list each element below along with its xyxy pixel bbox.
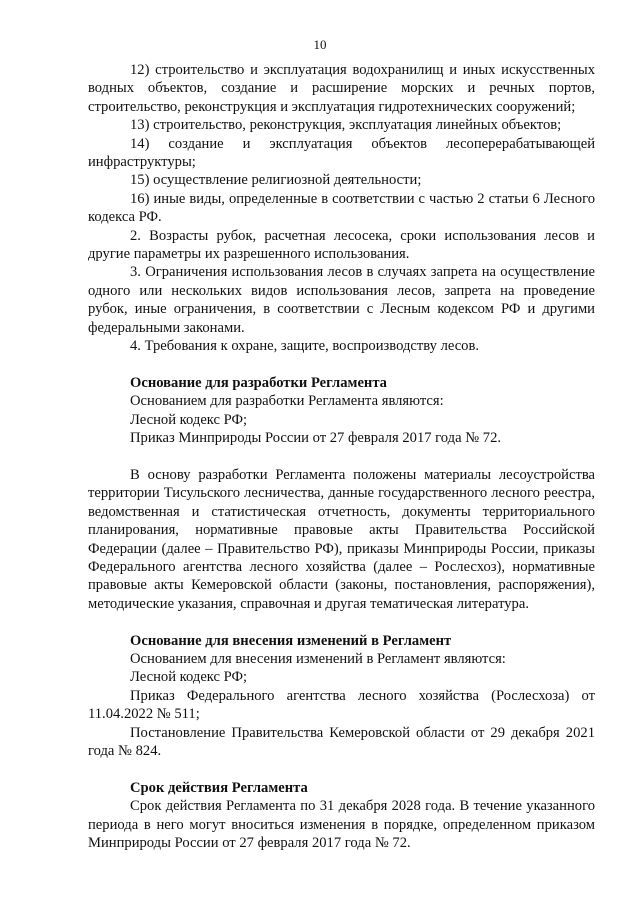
paragraph: Лесной кодекс РФ; [130, 411, 248, 428]
paragraph: 15) осуществление религиозной деятельности; [130, 172, 422, 189]
paragraph: Основанием для внесения изменений в Регламент являются: [130, 650, 506, 667]
paragraph: Лесной кодекс РФ; [130, 669, 248, 686]
paragraph: Срок действия Регламента по 31 декабря 2028 года. В течение указанного периода в него могут вноситься изменения в порядке, определенном приказом Минприроды России от 27 февраля 2017 года № 72. [88, 798, 595, 851]
section-heading: Основание для разработки Регламента [130, 374, 387, 391]
section-heading: Срок действия Регламента [130, 779, 308, 796]
paragraph: 16) иные виды, определенные в соответствии с частью 2 статьи 6 Лесного кодекса РФ. [88, 190, 595, 226]
paragraph: Основанием для разработки Регламента являются: [130, 393, 444, 410]
paragraph: 3. Ограничения использования лесов в случаях запрета на осуществление одного или нескольких видов использования лесов, запрета на проведение рубок, иные ограничения, в соответствии с Лесным кодексом РФ и другими федеральными законами. [88, 264, 595, 336]
section-gap [88, 613, 595, 631]
page-number: 10 [313, 37, 327, 52]
paragraph: Приказ Минприроды России от 27 февраля 2017 года № 72. [130, 430, 502, 447]
document-body [88, 61, 595, 852]
paragraph: Постановление Правительства Кемеровской области от 29 декабря 2021 года № 824. [88, 724, 595, 759]
section-gap [88, 356, 595, 374]
paragraph: 12) строительство и эксплуатация водохранилищ и иных искусственных водных объектов, создание и расширение морских и речных портов, строительство, реконструкция и эксплуатация гидротехнических сооружений; [88, 62, 595, 115]
section-gap [88, 760, 595, 778]
paragraph: 2. Возрасты рубок, расчетная лесосека, сроки использования лесов и другие параметры их разрешенного использования. [88, 227, 595, 263]
paragraph: Приказ Федерального агентства лесного хозяйства (Рослесхоза) от 11.04.2022 № 511; [88, 687, 595, 723]
paragraph: 4. Требования к охране, защите, воспроизводству лесов. [130, 338, 480, 355]
section-gap [88, 448, 595, 466]
paragraph: В основу разработки Регламента положены материалы лесоустройства территории Тисульского лесничества, данные государственного лесного реестра, ведомственная и статистическая отчетность, документы территориального планирования, нормативные правовые акты Правительства Российской Федерации (далее – Правительство РФ), приказы Минприроды России, приказы Федерального агентства лесного хозяйства (далее – Рослесхоз), нормативные правовые акты Кемеровской области (законы, постановления, распоряжения), методические указания, справочная и другая тематическая литература. [88, 466, 595, 612]
paragraph: 13) строительство, реконструкция, эксплуатация линейных объектов; [130, 117, 562, 134]
paragraph: 14) создание и эксплуатация объектов лесоперерабатывающей инфраструктуры; [88, 135, 595, 171]
section-heading: Основание для внесения изменений в Регламент [130, 632, 452, 649]
